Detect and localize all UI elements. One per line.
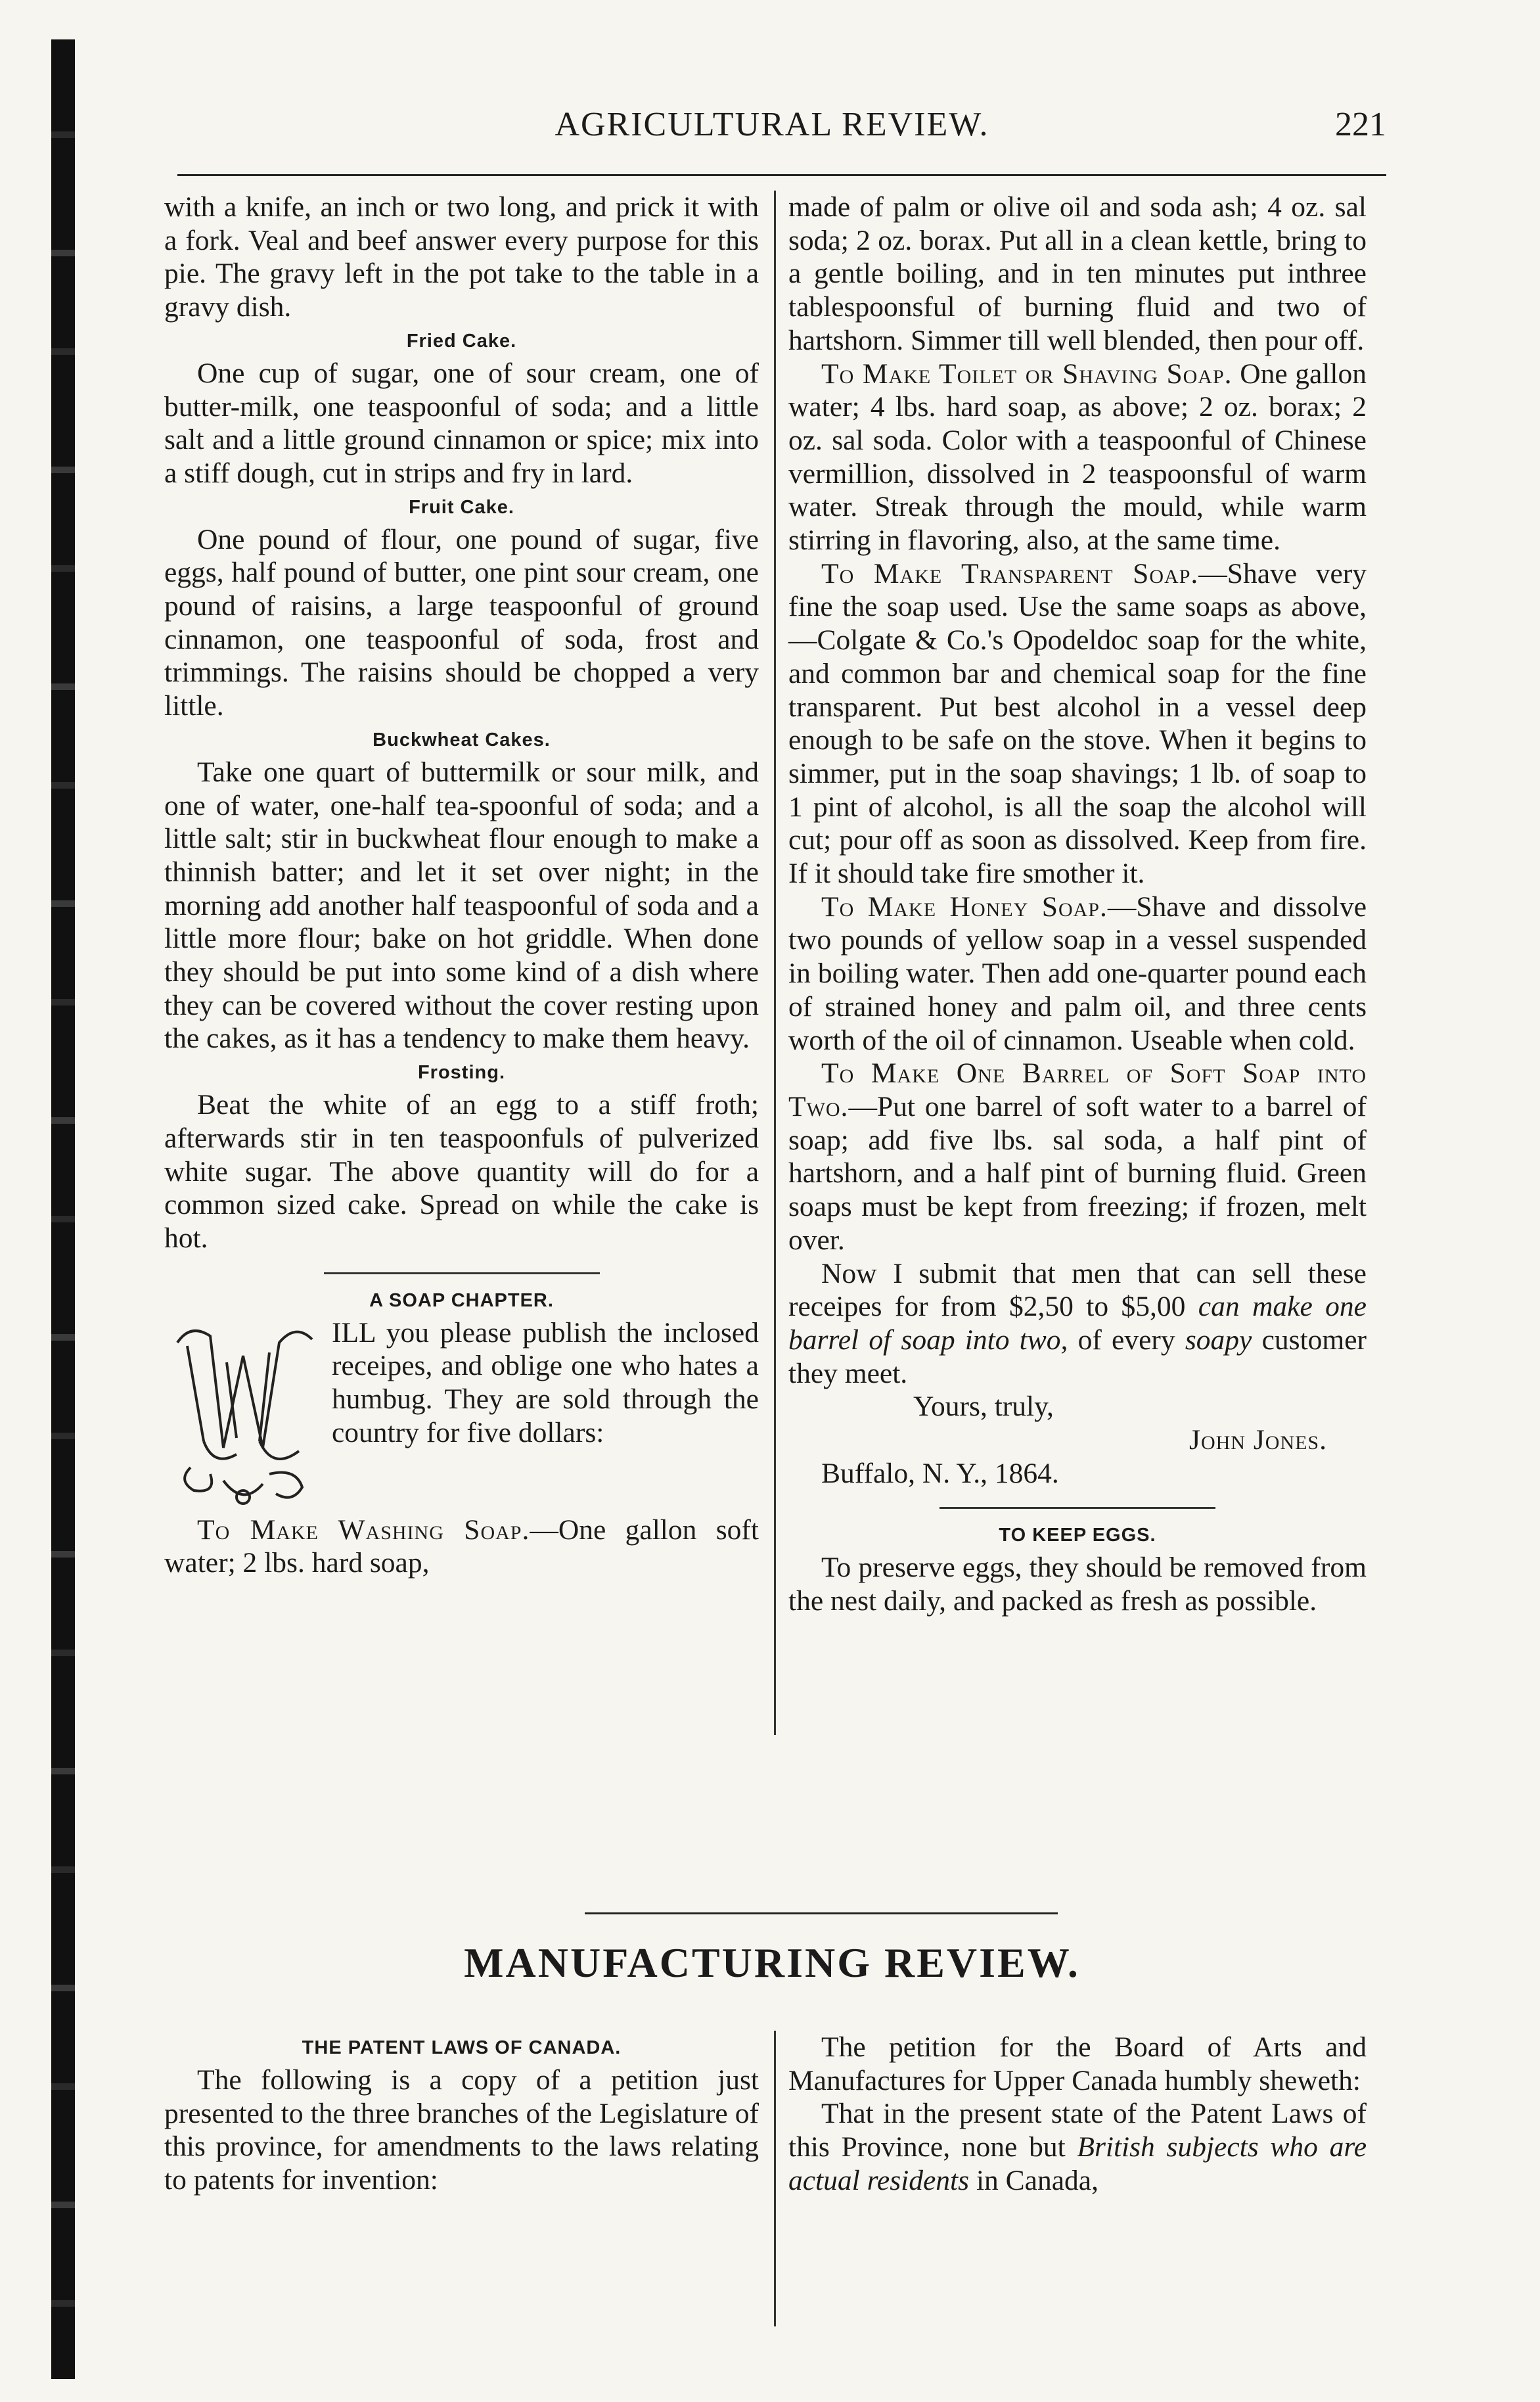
recipe-heading: To Make Toilet or Shaving Soap. [821, 358, 1233, 390]
paragraph: One cup of sugar, one of sour cream, one of butter-milk, one teaspoonful of soda; and a little salt and a little ground cinnamon or spice; mix into a stiff dough, cut in strips and fry in lard. [164, 357, 759, 489]
text-run: customer they meet. [788, 1324, 1367, 1389]
dateline: Buffalo, N. Y., 1864. [821, 1457, 1059, 1489]
paragraph: Beat the white of an egg to a stiff froth; afterwards stir in ten teaspoonfuls of pulverized white sugar. The above quantity will do for a common sized cake. Spread on while the cake is hot. [164, 1089, 759, 1254]
text-run: Now I submit that men that can sell these receipes for from $2,50 to $5,00 [788, 1257, 1367, 1323]
drop-cap-block [164, 1316, 759, 1513]
text-run: in Canada, [976, 2164, 1098, 2196]
recipe-title: Fried Cake. [406, 330, 517, 352]
paragraph: made of palm or olive oil and soda ash; 4 oz. sal soda; 2 oz. borax. Put all in a clean kettle, bring to a gentle boiling, and in ten minutes put inthree tablespoonsful of burning fluid and two of hartshorn. Simmer till well blended, then pour off. [788, 191, 1367, 356]
section-rule [940, 1507, 1215, 1509]
section-divider-rule [585, 1912, 1058, 1914]
column-divider [774, 191, 776, 1735]
paragraph-text: —Put one barrel of soft water to a barrel of soap; add five lbs. sal soda, a half pint of hartshorn, and a half pint of burning fluid. Green soaps must be kept from freezing; if frozen, melt over. [788, 1090, 1367, 1256]
paragraph-text: —Shave and dissolve two pounds of yellow soap in a vessel suspended in boiling water. Then add one-quarter pound each of strained honey and palm oil, and three cents worth of the oil of cinnamon. Useable when cold. [788, 890, 1367, 1056]
paragraph [788, 2097, 1367, 2197]
recipe-heading: To Make One Barrel of Soft Soap into Two. [788, 1057, 1367, 1122]
paragraph: To preserve eggs, they should be removed from the nest daily, and packed as fresh as possible. [788, 1552, 1367, 1617]
italic-run: can make one barrel of soap into two, [788, 1291, 1367, 1356]
header-rule [177, 174, 1386, 176]
paragraph-text: —Shave very fine the soap used. Use the same soaps as above,—Colgate & Co.'s Opodeldoc soap for the white, and common bar and chemical soap for the fine transparent. Put best alcohol in a vessel deep enough to be safe on the stove. When it begins to simmer, put in the soap shavings; 1 lb. of soap to 1 pint of alcohol, is all the soap the alcohol will cut; pour off as soon as dissolved. Keep from fire. If it should take fire smother it. [788, 557, 1367, 890]
paragraph-text: One gallon water; 4 lbs. hard soap, as above; 2 oz. borax; 2 oz. sal soda. Color with a teaspoonful of Chinese vermillion, dissolved in 2 teaspoonsful of warm water. Streak through the mould, while warm stirring in flavoring, also, at the same time. [788, 358, 1367, 557]
ornamental-w-initial-icon [164, 1316, 322, 1513]
paragraph: ILL you please publish the inclosed receipes, and oblige one who hates a humbug. They are sold through the country for five dollars: [332, 1316, 759, 1448]
bottom-right-column [788, 2031, 1367, 2333]
closing-paragraph [788, 1257, 1367, 1391]
article-title: A SOAP CHAPTER. [369, 1289, 554, 1311]
paragraph-text: —One gallon soft water; 2 lbs. hard soap, [164, 1513, 759, 1579]
column-divider [774, 2031, 776, 2326]
bottom-left-column [164, 2031, 759, 2333]
running-head: AGRICULTURAL REVIEW. [555, 106, 989, 143]
text-run: of every [1077, 1324, 1175, 1356]
text-run: That in the present state of the Patent Laws of this Province, none but [788, 2098, 1367, 2163]
recipe-title: Fruit Cake. [409, 496, 514, 518]
paragraph: The petition for the Board of Arts and Manufactures for Upper Canada humbly sheweth: [788, 2031, 1367, 2096]
section-rule [324, 1272, 600, 1274]
signature: John Jones. [1189, 1424, 1327, 1456]
paragraph: Take one quart of buttermilk or sour milk, and one of water, one-half tea-spoonful of soda; and a little salt; stir in buckwheat flour enough to make a thinnish batter; and let it set over night; in the morning add another half teaspoonful of soda and a little more flour; bake on hot griddle. When done they should be put into some kind of a dish where they can be covered without the cover resting upon the cakes, as it has a tendency to make them heavy. [164, 756, 759, 1055]
paragraph: One pound of flour, one pound of sugar, five eggs, half pound of butter, one pint sour cream, one pound of raisins, a large teaspoonful of ground cinnamon, one teaspoonful of soda, frost and trimmings. The raisins should be chopped a very little. [164, 523, 759, 722]
recipe-heading: To Make Washing Soap. [197, 1513, 530, 1546]
recipe-title: Frosting. [417, 1062, 506, 1084]
article-title: TO KEEP EGGS. [999, 1525, 1156, 1546]
paragraph: The following is a copy of a petition just presented to the three branches of the Legislature of this province, for amendments to the laws relating to patents for invention: [164, 2064, 759, 2196]
italic-run: British subjects who are actual residents [788, 2131, 1367, 2196]
paragraph: with a knife, an inch or two long, and prick it with a fork. Veal and beef answer every purpose for this pie. The gravy left in the pot take to the table in a gravy dish. [164, 191, 759, 323]
recipe-title: Buckwheat Cakes. [373, 729, 551, 751]
right-column [788, 191, 1367, 1735]
book-spine-edge [51, 39, 75, 2379]
left-column [164, 191, 759, 1735]
recipe-heading: To Make Honey Soap. [821, 890, 1108, 923]
article-title: THE PATENT LAWS OF CANADA. [302, 2037, 622, 2058]
recipe-heading: To Make Transparent Soap. [821, 557, 1199, 589]
page-number: 221 [1335, 106, 1386, 143]
page-header [158, 105, 1386, 158]
italic-run: soapy [1185, 1324, 1252, 1356]
section-title: MANUFACTURING REVIEW. [464, 1939, 1080, 1986]
valediction: Yours, truly, [913, 1391, 1054, 1423]
